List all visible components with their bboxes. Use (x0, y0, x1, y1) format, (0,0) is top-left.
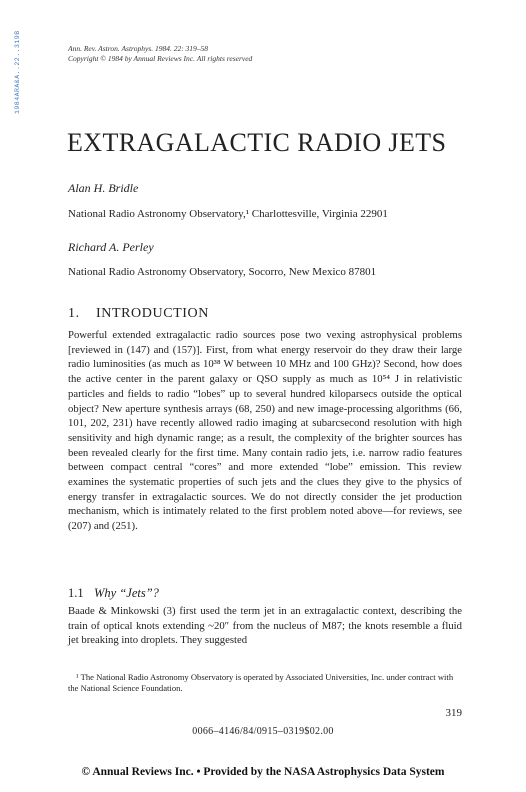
bibcode-sidebar: 1984ARA&A..22..319B (14, 30, 21, 114)
author-name: Alan H. Bridle (68, 181, 139, 195)
copyright-line: Copyright © 1984 by Annual Reviews Inc. All rights reserved (68, 54, 253, 63)
section-title: INTRODUCTION (96, 306, 209, 321)
journal-header (68, 44, 252, 64)
author-affiliation: National Radio Astronomy Observatory, Socorro, New Mexico 87801 (68, 266, 377, 278)
page-number: 319 (445, 707, 462, 719)
ads-footer: © Annual Reviews Inc. • Provided by the NASA Astrophysics Data System (81, 766, 445, 778)
citation-line: Ann. Rev. Astron. Astrophys. 1984. 22: 319–58 (68, 44, 209, 53)
subsection-heading (68, 586, 159, 601)
article-code: 0066–4146/84/0915–0319$02.00 (192, 726, 334, 737)
author-name: Richard A. Perley (68, 240, 154, 254)
author-affiliation: National Radio Astronomy Observatory,¹ Charlottesville, Virginia 22901 (68, 208, 388, 220)
footnote (68, 672, 464, 694)
subsection-title: Why “Jets”? (94, 586, 159, 600)
paragraph-text: Baade & Minkowski (3) first used the term jet in an extragalactic context, describing the train of optical knots extending ~20″ from the nucleus of M87; the knots resemble a fluid jet breaking into droplets. They suggested (68, 605, 462, 647)
body-paragraph (68, 604, 462, 648)
section-number: 1. (68, 306, 80, 321)
body-paragraph (68, 328, 462, 534)
article-title: EXTRAGALACTIC RADIO JETS (67, 128, 447, 157)
paragraph-text: Powerful extended extragalactic radio sources pose two vexing astrophysical problems [reviewed in (147) and (157)]. First, from what energy reservoir do they draw their large radio luminosities (as much as 10³⁸ W between 10 MHz and 100 GHz)? Second, how does the active center in the parent galaxy or QSO supply as much as 10⁵⁴ J in relativistic particles and fields to radio “lobes” up to several hundred kiloparsecs outside the optical object? New aperture synthesis arrays (68, 250) and new image-processing algorithms (66, 101, 202, 231) have recently allowed radio imaging at subarcsecond resolution with high sensitivity and high dynamic range; as a result, the complexity of the brighter sources has been revealed clearly for the first time. Many contain radio jets, i.e. narrow radio features between compact central “cores” and more extended “lobe” emission. This review examines the systematic properties of such jets and the clues they give to the physics of energy transfer in extragalactic sources. We do not directly consider the jet production mechanism, which is intimately related to the first problem noted above—for reviews, see (207) and (251). (68, 329, 462, 533)
section-heading (68, 306, 209, 322)
subsection-number: 1.1 (68, 586, 84, 600)
footnote-text: ¹ The National Radio Astronomy Observatory is operated by Associated Universities, Inc. under contract with the National Science Foundation. (68, 672, 454, 693)
